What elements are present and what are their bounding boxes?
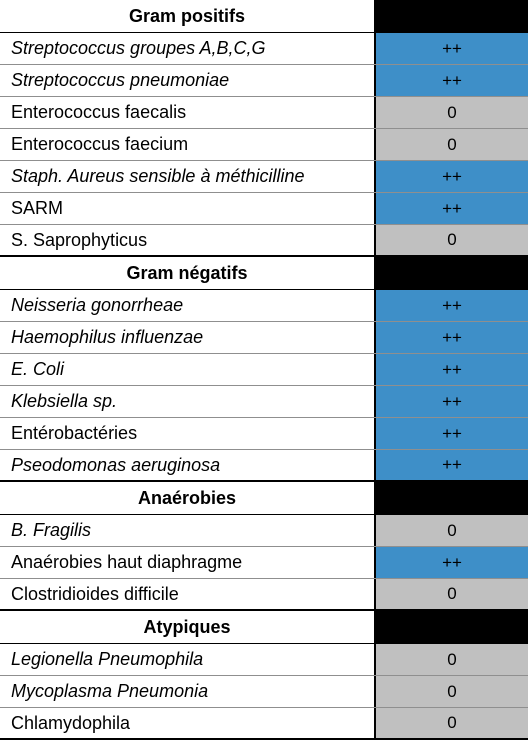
table-row xyxy=(0,129,528,161)
section-header xyxy=(0,257,528,290)
table-row xyxy=(0,579,528,611)
activity-cell[interactable]: 0 xyxy=(376,579,528,609)
table-row xyxy=(0,386,528,418)
table-row xyxy=(0,515,528,547)
activity-cell[interactable]: ++ xyxy=(376,33,528,64)
table-row xyxy=(0,33,528,65)
organism-cell[interactable]: SARM xyxy=(0,193,376,224)
section-header-value-cell[interactable] xyxy=(376,611,528,643)
table-row xyxy=(0,450,528,482)
activity-cell[interactable]: ++ xyxy=(376,354,528,385)
organism-cell[interactable]: Clostridioides difficile xyxy=(0,579,376,609)
activity-cell[interactable]: ++ xyxy=(376,322,528,353)
table-row xyxy=(0,418,528,450)
organism-cell[interactable]: S. Saprophyticus xyxy=(0,225,376,255)
organism-cell[interactable]: Anaérobies haut diaphragme xyxy=(0,547,376,578)
activity-cell[interactable]: 0 xyxy=(376,225,528,255)
table-row xyxy=(0,547,528,579)
organism-cell[interactable]: Legionella Pneumophila xyxy=(0,644,376,675)
activity-cell[interactable]: ++ xyxy=(376,161,528,192)
organism-cell[interactable]: Entérobactéries xyxy=(0,418,376,449)
activity-cell[interactable]: 0 xyxy=(376,515,528,546)
table-row xyxy=(0,708,528,740)
organism-cell[interactable]: Neisseria gonorrheae xyxy=(0,290,376,321)
table-row xyxy=(0,290,528,322)
activity-cell[interactable]: ++ xyxy=(376,450,528,480)
activity-cell[interactable]: 0 xyxy=(376,97,528,128)
table-row xyxy=(0,65,528,97)
table-row xyxy=(0,161,528,193)
table-row xyxy=(0,322,528,354)
section-header xyxy=(0,482,528,515)
activity-cell[interactable]: ++ xyxy=(376,418,528,449)
activity-cell[interactable]: 0 xyxy=(376,644,528,675)
table-row xyxy=(0,354,528,386)
activity-cell[interactable]: ++ xyxy=(376,290,528,321)
activity-cell[interactable]: ++ xyxy=(376,65,528,96)
organism-cell[interactable]: Enterococcus faecalis xyxy=(0,97,376,128)
section-header-value-cell[interactable] xyxy=(376,482,528,514)
activity-cell[interactable]: ++ xyxy=(376,193,528,224)
activity-cell[interactable]: 0 xyxy=(376,129,528,160)
table-row xyxy=(0,225,528,257)
table-row xyxy=(0,676,528,708)
section-title[interactable]: Gram positifs xyxy=(0,0,376,32)
organism-cell[interactable]: Haemophilus influenzae xyxy=(0,322,376,353)
section-header xyxy=(0,611,528,644)
activity-cell[interactable]: ++ xyxy=(376,386,528,417)
organism-cell[interactable]: B. Fragilis xyxy=(0,515,376,546)
section-header-value-cell[interactable] xyxy=(376,257,528,289)
organism-cell[interactable]: Streptococcus pneumoniae xyxy=(0,65,376,96)
organism-cell[interactable]: Chlamydophila xyxy=(0,708,376,738)
organism-cell[interactable]: Klebsiella sp. xyxy=(0,386,376,417)
organism-cell[interactable]: E. Coli xyxy=(0,354,376,385)
section-title[interactable]: Gram négatifs xyxy=(0,257,376,289)
organism-cell[interactable]: Mycoplasma Pneumonia xyxy=(0,676,376,707)
organism-cell[interactable]: Streptococcus groupes A,B,C,G xyxy=(0,33,376,64)
organism-cell[interactable]: Enterococcus faecium xyxy=(0,129,376,160)
section-title[interactable]: Anaérobies xyxy=(0,482,376,514)
organism-cell[interactable]: Pseodomonas aeruginosa xyxy=(0,450,376,480)
table-row xyxy=(0,193,528,225)
organism-cell[interactable]: Staph. Aureus sensible à méthicilline xyxy=(0,161,376,192)
activity-cell[interactable]: 0 xyxy=(376,708,528,738)
section-header-value-cell[interactable] xyxy=(376,0,528,32)
activity-cell[interactable]: ++ xyxy=(376,547,528,578)
table-row xyxy=(0,644,528,676)
activity-cell[interactable]: 0 xyxy=(376,676,528,707)
section-title[interactable]: Atypiques xyxy=(0,611,376,643)
section-header xyxy=(0,0,528,33)
table-row xyxy=(0,97,528,129)
